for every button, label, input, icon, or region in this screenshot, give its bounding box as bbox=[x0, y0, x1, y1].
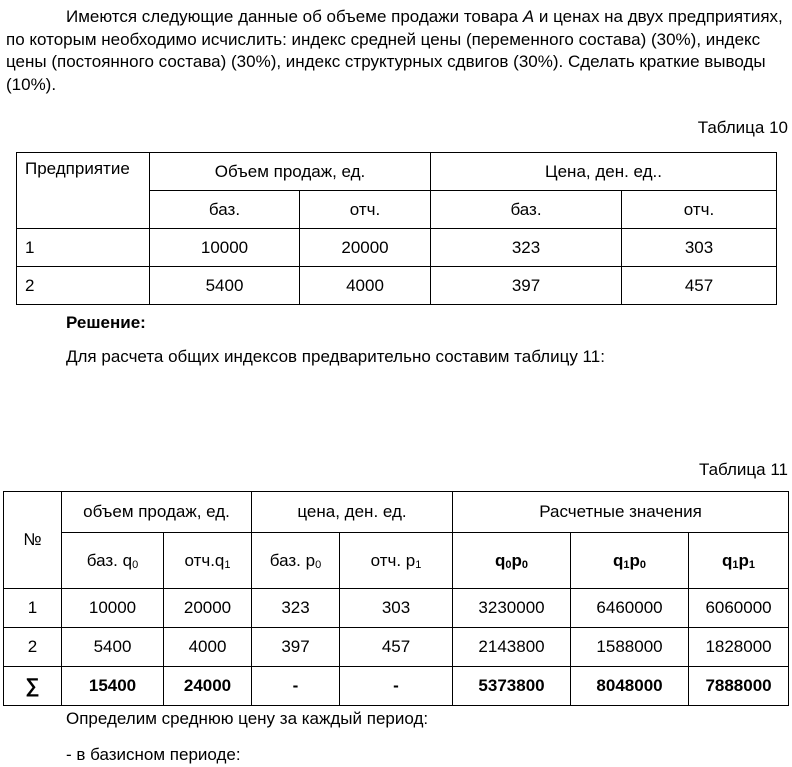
table11-caption: Таблица 11 bbox=[698, 460, 788, 479]
table11-header-price: цена, ден. ед. bbox=[252, 492, 453, 533]
table11-total-p1: - bbox=[340, 667, 453, 706]
table-row bbox=[17, 229, 777, 267]
table10-cell-p1: 303 bbox=[622, 229, 777, 267]
table11-total-sigma: ∑ bbox=[4, 667, 62, 706]
table11-cell-q1p0: 6460000 bbox=[571, 589, 689, 628]
table10-cell-q0: 5400 bbox=[150, 267, 300, 305]
table10-cell-p0: 397 bbox=[431, 267, 622, 305]
table11 bbox=[3, 491, 789, 706]
table11-cell-q0p0: 3230000 bbox=[453, 589, 571, 628]
table10-sub-volume-report: отч. bbox=[300, 191, 431, 229]
table11-cell-p1: 303 bbox=[340, 589, 453, 628]
table11-cell-id: 1 bbox=[4, 589, 62, 628]
table-row bbox=[4, 628, 789, 667]
table10-cell-q1: 20000 bbox=[300, 229, 431, 267]
avg-price-text: Определим среднюю цену за каждый период: bbox=[66, 709, 429, 728]
table10-header-row bbox=[17, 153, 777, 191]
table11-total-row bbox=[4, 667, 789, 706]
table11-total-q1: 24000 bbox=[164, 667, 252, 706]
table10-sub-volume-base: баз. bbox=[150, 191, 300, 229]
table11-total-q0p0: 5373800 bbox=[453, 667, 571, 706]
base-period-text: - в базисном периоде: bbox=[66, 745, 241, 764]
task-text-pre: Имеются следующие данные об объеме продажи товара bbox=[66, 7, 523, 26]
solution-heading: Решение: bbox=[66, 313, 146, 332]
table11-sub-q1p0: $q_1p_0$ bbox=[571, 533, 689, 589]
table10-caption: Таблица 10 bbox=[697, 118, 788, 137]
table11-cell-q1: 4000 bbox=[164, 628, 252, 667]
table10-header-volume: Объем продаж, ед. bbox=[150, 153, 431, 191]
table11-cell-q1: 20000 bbox=[164, 589, 252, 628]
table11-cell-q1p0: 1588000 bbox=[571, 628, 689, 667]
table10-header-enterprise: Предприятие bbox=[17, 153, 150, 229]
table11-total-q0: 15400 bbox=[62, 667, 164, 706]
table11-cell-q0: 10000 bbox=[62, 589, 164, 628]
table11-sub-q1p1: $q_1p_1$ bbox=[689, 533, 789, 589]
table10-sub-price-report: отч. bbox=[622, 191, 777, 229]
table10-cell-p0: 323 bbox=[431, 229, 622, 267]
solution-text: Для расчета общих индексов предварительно составим таблицу 11: bbox=[66, 347, 605, 366]
table10 bbox=[16, 152, 777, 305]
task-paragraph bbox=[6, 6, 786, 96]
table11-sub-p1: отч. $p_1$ bbox=[340, 533, 453, 589]
table11-header-calc: Расчетные значения bbox=[453, 492, 789, 533]
table10-cell-p1: 457 bbox=[622, 267, 777, 305]
table11-cell-q0p0: 2143800 bbox=[453, 628, 571, 667]
table10-cell-q1: 4000 bbox=[300, 267, 431, 305]
table11-total-q1p0: 8048000 bbox=[571, 667, 689, 706]
table-row bbox=[4, 589, 789, 628]
product-name: А bbox=[522, 7, 535, 26]
table11-total-p0: - bbox=[252, 667, 340, 706]
table11-header-volume: объем продаж, ед. bbox=[62, 492, 252, 533]
table11-cell-q1p1: 1828000 bbox=[689, 628, 789, 667]
table11-sub-q0p0: $q_0p_0$ bbox=[453, 533, 571, 589]
table-row bbox=[17, 267, 777, 305]
table11-header-num: № bbox=[4, 492, 62, 589]
table10-header-price: Цена, ден. ед.. bbox=[431, 153, 777, 191]
table10-sub-price-base: баз. bbox=[431, 191, 622, 229]
table11-cell-p0: 323 bbox=[252, 589, 340, 628]
table11-cell-id: 2 bbox=[4, 628, 62, 667]
table11-subheader-row bbox=[4, 533, 789, 589]
table11-sub-p0: баз. $p_0$ bbox=[252, 533, 340, 589]
table10-cell-id: 1 bbox=[17, 229, 150, 267]
table11-cell-q1p1: 6060000 bbox=[689, 589, 789, 628]
table11-cell-p0: 397 bbox=[252, 628, 340, 667]
table11-cell-q0: 5400 bbox=[62, 628, 164, 667]
table11-total-q1p1: 7888000 bbox=[689, 667, 789, 706]
table10-cell-id: 2 bbox=[17, 267, 150, 305]
task-text-post: и ценах на двух предприятиях, по которым необходимо исчислить: индекс средней цены (переменного состава) (30%), индекс цены (постоянного состава) (30%), индекс структурных сдвигов (30%). Сделать краткие выводы (10%). bbox=[6, 7, 783, 94]
table11-sub-q0: баз. $q_0$ bbox=[62, 533, 164, 589]
table11-header-row bbox=[4, 492, 789, 533]
table11-sub-q1: $отч.q_1$ bbox=[164, 533, 252, 589]
table11-cell-p1: 457 bbox=[340, 628, 453, 667]
table10-cell-q0: 10000 bbox=[150, 229, 300, 267]
